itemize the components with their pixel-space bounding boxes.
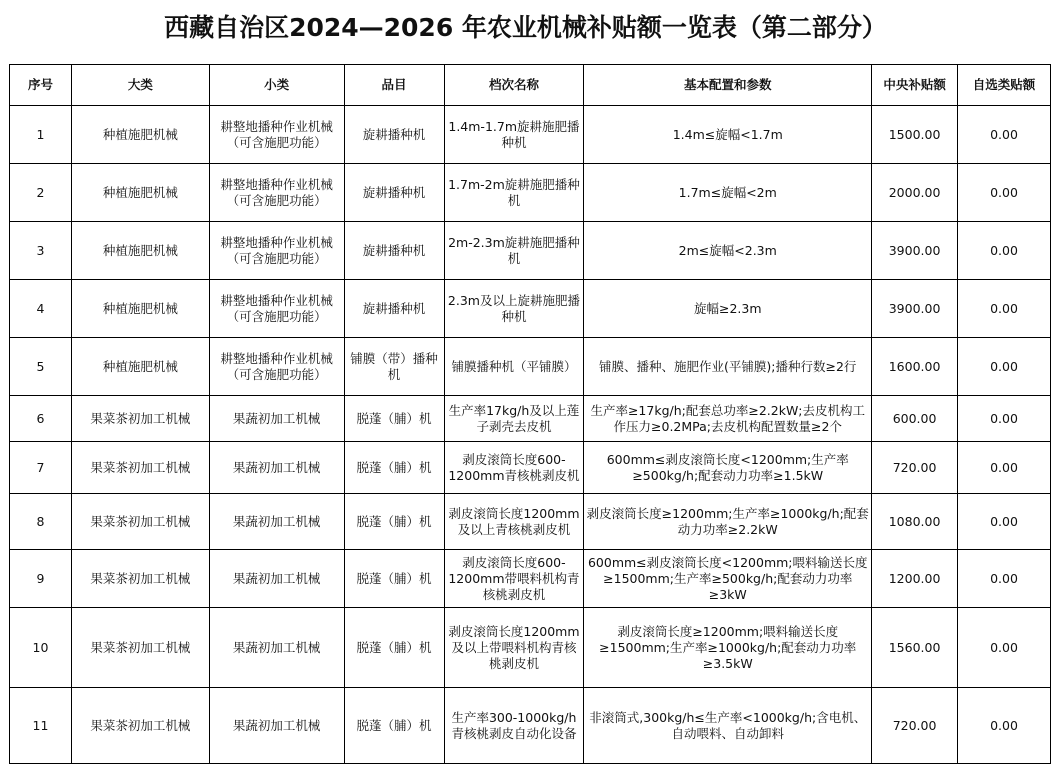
optional-subsidy: 0.00 [958, 280, 1051, 338]
col-header: 自选类贴额 [958, 65, 1051, 106]
optional-subsidy: 0.00 [958, 550, 1051, 608]
central-subsidy: 1080.00 [872, 494, 958, 550]
minor-category: 耕整地播种作业机械（可含施肥功能） [209, 106, 344, 164]
row-number: 4 [10, 280, 72, 338]
central-subsidy: 3900.00 [872, 222, 958, 280]
major-category: 果菜茶初加工机械 [71, 494, 209, 550]
table-row [10, 338, 1051, 396]
grade-name: 铺膜播种机（平铺膜） [444, 338, 584, 396]
minor-category: 果蔬初加工机械 [209, 442, 344, 494]
optional-subsidy: 0.00 [958, 164, 1051, 222]
grade-name: 2.3m及以上旋耕施肥播种机 [444, 280, 584, 338]
item-name: 旋耕播种机 [344, 106, 444, 164]
row-number: 9 [10, 550, 72, 608]
central-subsidy: 2000.00 [872, 164, 958, 222]
major-category: 种植施肥机械 [71, 222, 209, 280]
major-category: 果菜茶初加工机械 [71, 550, 209, 608]
spec-text: 铺膜、播种、施肥作业(平铺膜);播种行数≥2行 [584, 338, 872, 396]
major-category: 种植施肥机械 [71, 106, 209, 164]
spec-text: 2m≤旋幅<2.3m [584, 222, 872, 280]
row-number: 1 [10, 106, 72, 164]
item-name: 旋耕播种机 [344, 280, 444, 338]
optional-subsidy: 0.00 [958, 688, 1051, 764]
item-name: 脱蓬（脯）机 [344, 396, 444, 442]
grade-name: 剥皮滚筒长度600-1200mm青核桃剥皮机 [444, 442, 584, 494]
minor-category: 果蔬初加工机械 [209, 550, 344, 608]
col-header: 序号 [10, 65, 72, 106]
item-name: 脱蓬（脯）机 [344, 688, 444, 764]
col-header: 小类 [209, 65, 344, 106]
row-number: 10 [10, 608, 72, 688]
central-subsidy: 1560.00 [872, 608, 958, 688]
grade-name: 生产率300-1000kg/h青核桃剥皮自动化设备 [444, 688, 584, 764]
optional-subsidy: 0.00 [958, 608, 1051, 688]
spec-text: 剥皮滚筒长度≥1200mm;生产率≥1000kg/h;配套动力功率≥2.2kW [584, 494, 872, 550]
major-category: 果菜茶初加工机械 [71, 688, 209, 764]
minor-category: 耕整地播种作业机械（可含施肥功能） [209, 280, 344, 338]
spec-text: 生产率≥17kg/h;配套总功率≥2.2kW;去皮机构工作压力≥0.2MPa;去皮机构配置数量≥2个 [584, 396, 872, 442]
major-category: 种植施肥机械 [71, 338, 209, 396]
major-category: 果菜茶初加工机械 [71, 396, 209, 442]
row-number: 11 [10, 688, 72, 764]
item-name: 旋耕播种机 [344, 222, 444, 280]
col-header: 品目 [344, 65, 444, 106]
spec-text: 600mm≤剥皮滚筒长度<1200mm;生产率≥500kg/h;配套动力功率≥1.5kW [584, 442, 872, 494]
central-subsidy: 1500.00 [872, 106, 958, 164]
grade-name: 剥皮滚筒长度600-1200mm带喂料机构青核桃剥皮机 [444, 550, 584, 608]
item-name: 脱蓬（脯）机 [344, 442, 444, 494]
table-row [10, 106, 1051, 164]
col-header: 基本配置和参数 [584, 65, 872, 106]
spec-text: 非滚筒式,300kg/h≤生产率<1000kg/h;含电机、自动喂料、自动卸料 [584, 688, 872, 764]
minor-category: 果蔬初加工机械 [209, 688, 344, 764]
table-row [10, 442, 1051, 494]
row-number: 2 [10, 164, 72, 222]
minor-category: 耕整地播种作业机械（可含施肥功能） [209, 222, 344, 280]
optional-subsidy: 0.00 [958, 106, 1051, 164]
minor-category: 耕整地播种作业机械（可含施肥功能） [209, 338, 344, 396]
col-header: 中央补贴额 [872, 65, 958, 106]
spec-text: 1.4m≤旋幅<1.7m [584, 106, 872, 164]
item-name: 脱蓬（脯）机 [344, 550, 444, 608]
table-row [10, 608, 1051, 688]
row-number: 5 [10, 338, 72, 396]
grade-name: 2m-2.3m旋耕施肥播种机 [444, 222, 584, 280]
grade-name: 1.7m-2m旋耕施肥播种机 [444, 164, 584, 222]
header-row [10, 65, 1051, 106]
grade-name: 剥皮滚筒长度1200mm及以上带喂料机构青核桃剥皮机 [444, 608, 584, 688]
item-name: 旋耕播种机 [344, 164, 444, 222]
grade-name: 生产率17kg/h及以上莲子剥壳去皮机 [444, 396, 584, 442]
optional-subsidy: 0.00 [958, 442, 1051, 494]
col-header: 大类 [71, 65, 209, 106]
minor-category: 果蔬初加工机械 [209, 396, 344, 442]
central-subsidy: 600.00 [872, 396, 958, 442]
optional-subsidy: 0.00 [958, 396, 1051, 442]
table-row [10, 222, 1051, 280]
central-subsidy: 1600.00 [872, 338, 958, 396]
spec-text: 600mm≤剥皮滚筒长度<1200mm;喂料输送长度≥1500mm;生产率≥500kg/h;配套动力功率≥3kW [584, 550, 872, 608]
minor-category: 耕整地播种作业机械（可含施肥功能） [209, 164, 344, 222]
optional-subsidy: 0.00 [958, 494, 1051, 550]
grade-name: 剥皮滚筒长度1200mm及以上青核桃剥皮机 [444, 494, 584, 550]
minor-category: 果蔬初加工机械 [209, 608, 344, 688]
subsidy-table [9, 64, 1051, 764]
major-category: 种植施肥机械 [71, 280, 209, 338]
major-category: 果菜茶初加工机械 [71, 608, 209, 688]
col-header: 档次名称 [444, 65, 584, 106]
item-name: 铺膜（带）播种机 [344, 338, 444, 396]
row-number: 7 [10, 442, 72, 494]
table-row [10, 280, 1051, 338]
major-category: 果菜茶初加工机械 [71, 442, 209, 494]
spec-text: 旋幅≥2.3m [584, 280, 872, 338]
central-subsidy: 1200.00 [872, 550, 958, 608]
table-row [10, 688, 1051, 764]
central-subsidy: 720.00 [872, 688, 958, 764]
table-row [10, 494, 1051, 550]
row-number: 3 [10, 222, 72, 280]
optional-subsidy: 0.00 [958, 338, 1051, 396]
spec-text: 剥皮滚筒长度≥1200mm;喂料输送长度≥1500mm;生产率≥1000kg/h;配套动力功率≥3.5kW [584, 608, 872, 688]
row-number: 6 [10, 396, 72, 442]
spec-text: 1.7m≤旋幅<2m [584, 164, 872, 222]
item-name: 脱蓬（脯）机 [344, 608, 444, 688]
table-row [10, 396, 1051, 442]
row-number: 8 [10, 494, 72, 550]
page-title: 西藏自治区2024—2026 年农业机械补贴额一览表（第二部分） [164, 13, 887, 42]
optional-subsidy: 0.00 [958, 222, 1051, 280]
table-row [10, 164, 1051, 222]
central-subsidy: 3900.00 [872, 280, 958, 338]
major-category: 种植施肥机械 [71, 164, 209, 222]
table-row [10, 550, 1051, 608]
central-subsidy: 720.00 [872, 442, 958, 494]
minor-category: 果蔬初加工机械 [209, 494, 344, 550]
grade-name: 1.4m-1.7m旋耕施肥播种机 [444, 106, 584, 164]
item-name: 脱蓬（脯）机 [344, 494, 444, 550]
